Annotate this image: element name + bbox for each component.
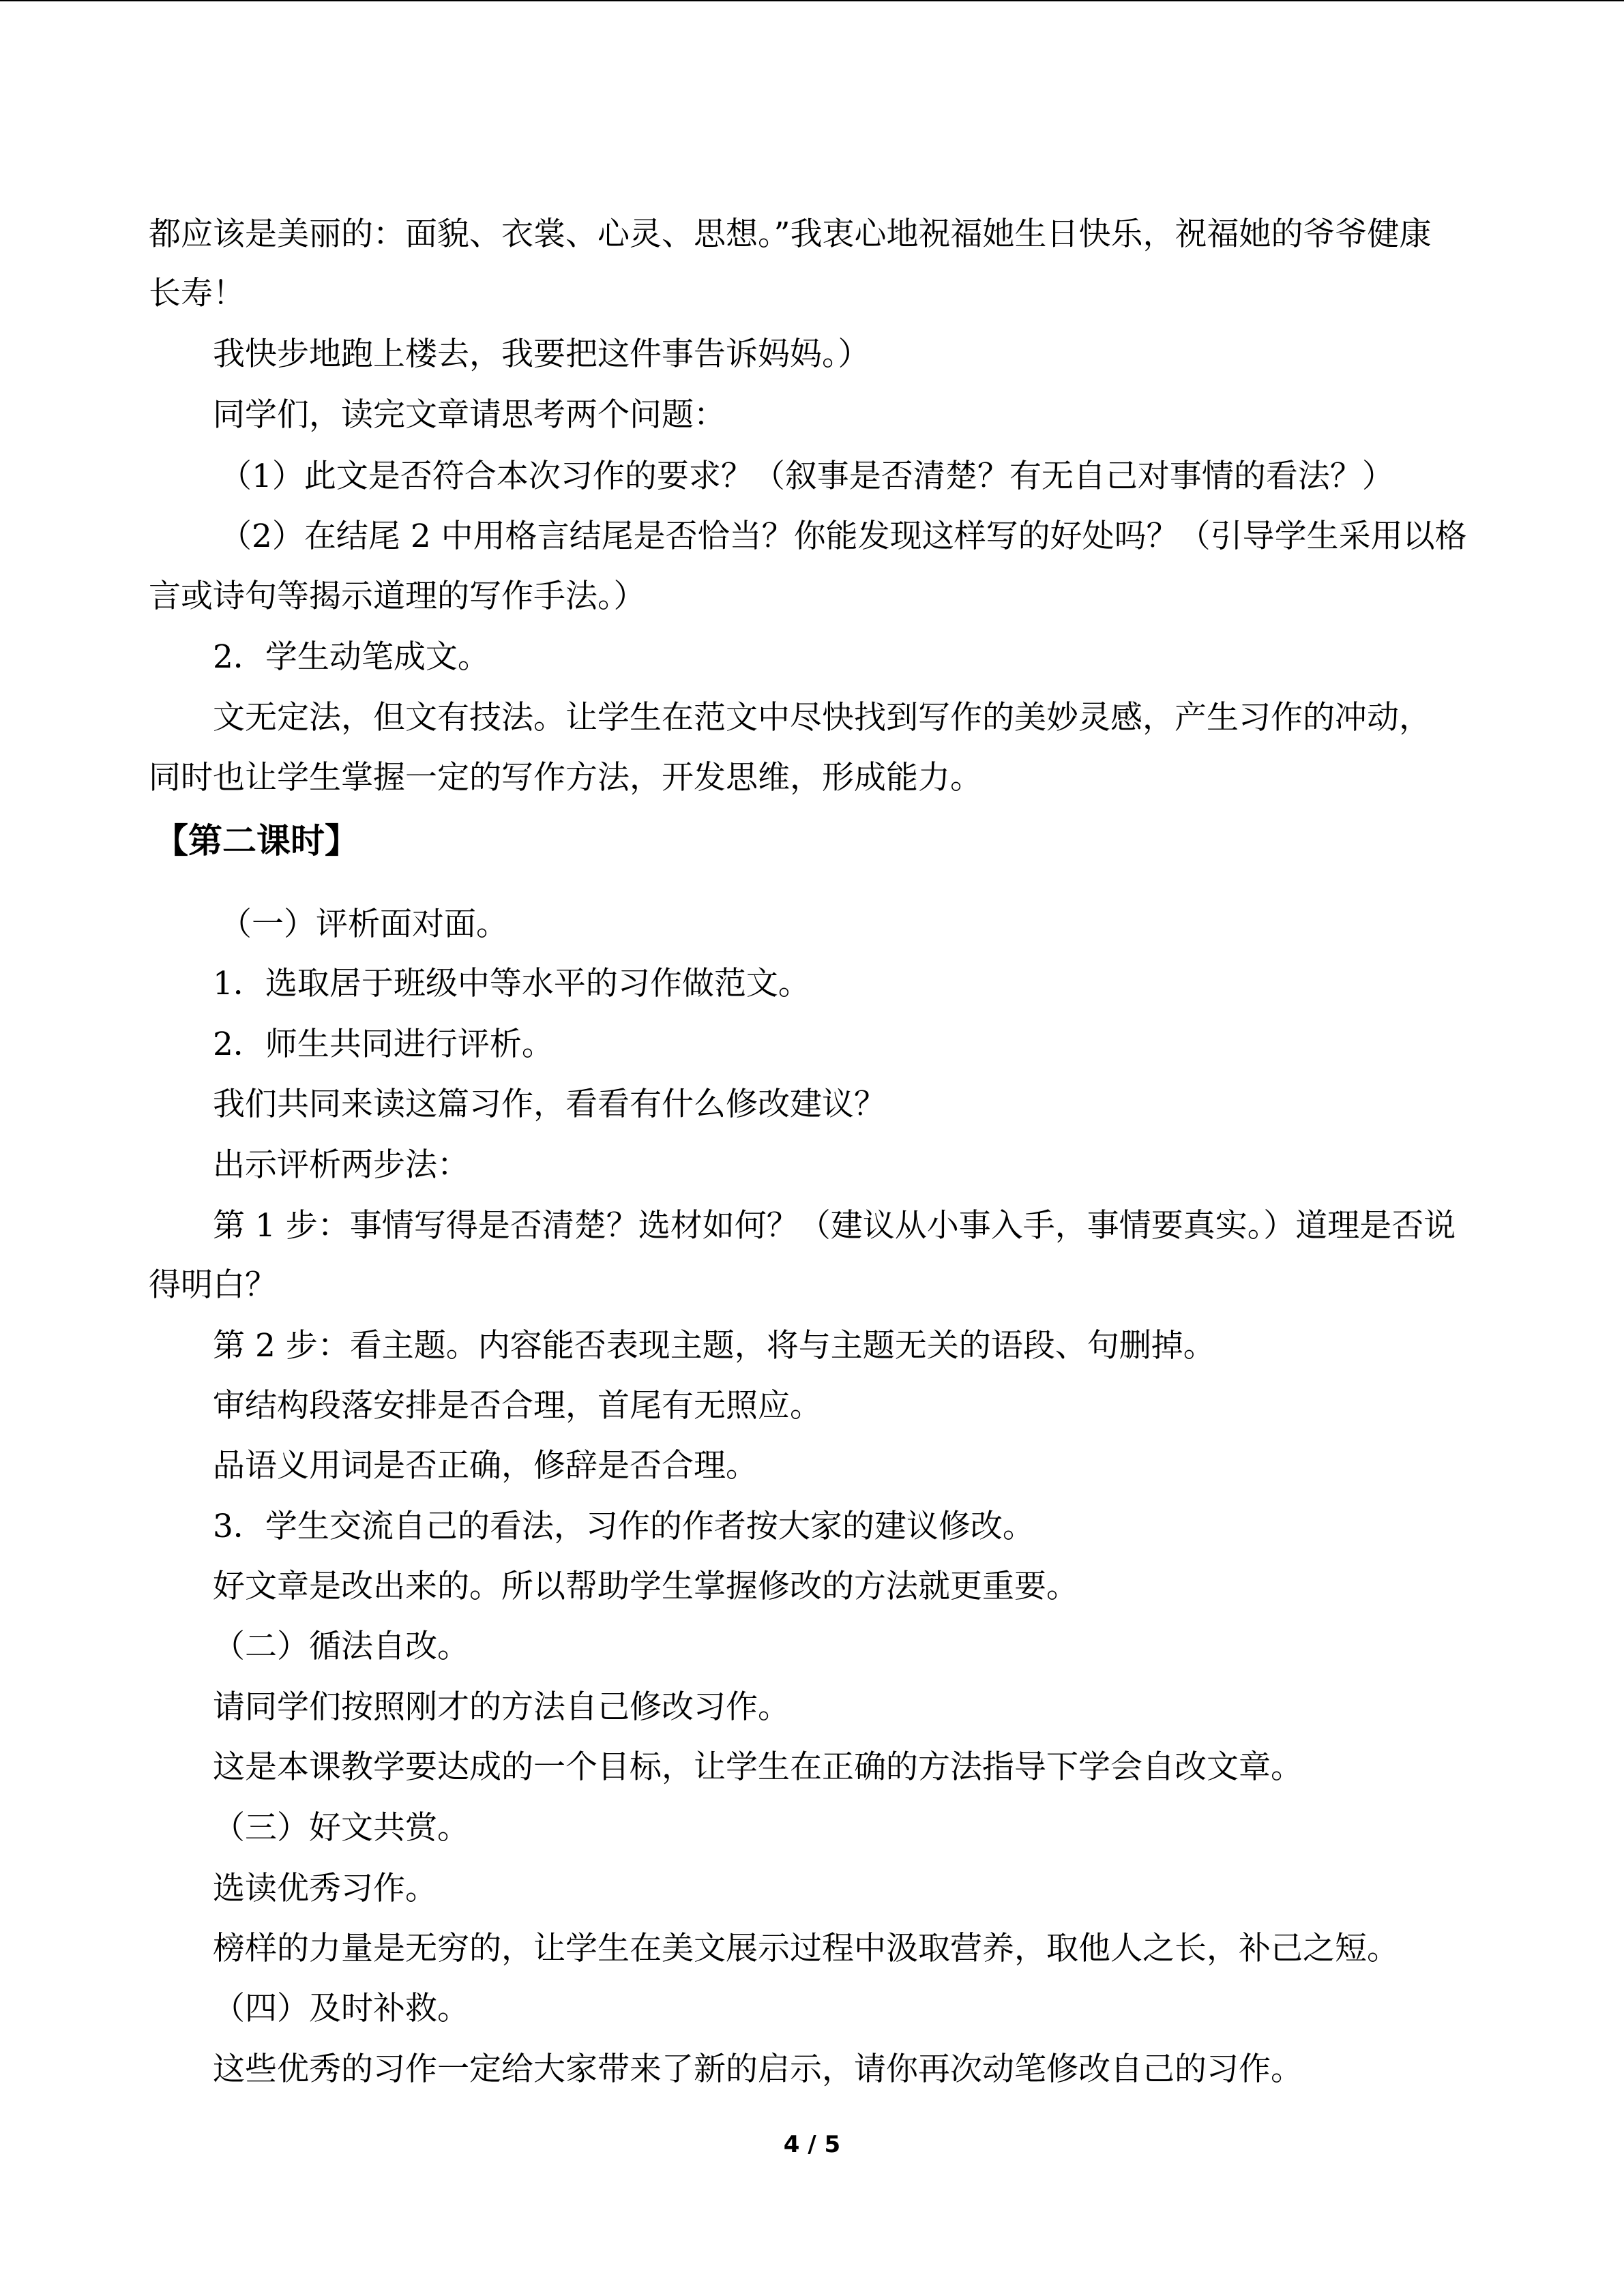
section-heading: 【第二课时】	[154, 821, 359, 861]
body-line: 请同学们按照刚才的方法自己修改习作。	[213, 1688, 790, 1726]
body-line: 我们共同来读这篇习作，看看有什么修改建议？	[213, 1086, 886, 1123]
body-line: 第 1 步：事情写得是否清楚？选材如何？（建议从小事入手，事情要真实。）道理是否说	[213, 1207, 1456, 1244]
body-line: 审结构段落安排是否合理，首尾有无照应。	[213, 1387, 822, 1425]
body-line: 第 2 步：看主题。内容能否表现主题，将与主题无关的语段、句删掉。	[213, 1327, 1215, 1365]
body-line: （四）及时补救。	[213, 1990, 469, 2027]
body-line: 选读优秀习作。	[213, 1870, 437, 1907]
body-line: 这些优秀的习作一定给大家带来了新的启示，请你再次动笔修改自己的习作。	[213, 2051, 1303, 2088]
body-line: （1）此文是否符合本次习作的要求？（叙事是否清楚？有无自己对事情的看法？）	[220, 458, 1394, 495]
body-line: 2．学生动笔成文。	[213, 638, 490, 676]
body-line: 都应该是美丽的：面貌、衣裳、心灵、思想。”我衷心地祝福她生日快乐，祝福她的爷爷健康	[149, 215, 1432, 253]
body-line: 1．选取居于班级中等水平的习作做范文。	[213, 965, 810, 1002]
body-line: 3．学生交流自己的看法，习作的作者按大家的建议修改。	[213, 1508, 1035, 1545]
body-line: 好文章是改出来的。所以帮助学生掌握修改的方法就更重要。	[213, 1568, 1078, 1605]
page-number: 4 / 5	[783, 2131, 841, 2158]
body-line: （一）评析面对面。	[220, 906, 508, 943]
body-line: 品语义用词是否正确，修辞是否合理。	[213, 1447, 758, 1485]
body-line: 言或诗句等揭示道理的写作手法。）	[149, 578, 646, 615]
body-line: 出示评析两步法：	[213, 1146, 469, 1184]
body-line: 榜样的力量是无穷的，让学生在美文展示过程中汲取营养，取他人之长，补己之短。	[213, 1930, 1399, 1967]
body-line: 同学们，读完文章请思考两个问题：	[213, 396, 726, 434]
body-line: （二）循法自改。	[213, 1628, 469, 1665]
body-line: （三）好文共赏。	[213, 1809, 469, 1847]
body-line: 长寿！	[149, 275, 245, 312]
body-line: （2）在结尾 2 中用格言结尾是否恰当？你能发现这样写的好处吗？（引导学生采用以格	[220, 518, 1467, 555]
body-line: 我快步地跑上楼去，我要把这件事告诉妈妈。）	[213, 336, 870, 373]
body-line: 文无定法，但文有技法。让学生在范文中尽快找到写作的美妙灵感，产生习作的冲动，	[213, 699, 1431, 736]
body-line: 同时也让学生掌握一定的写作方法，开发思维，形成能力。	[149, 759, 982, 796]
body-line: 2．师生共同进行评析。	[213, 1026, 554, 1063]
body-line: 这是本课教学要达成的一个目标，让学生在正确的方法指导下学会自改文章。	[213, 1748, 1303, 1786]
body-line: 得明白？	[149, 1266, 277, 1304]
